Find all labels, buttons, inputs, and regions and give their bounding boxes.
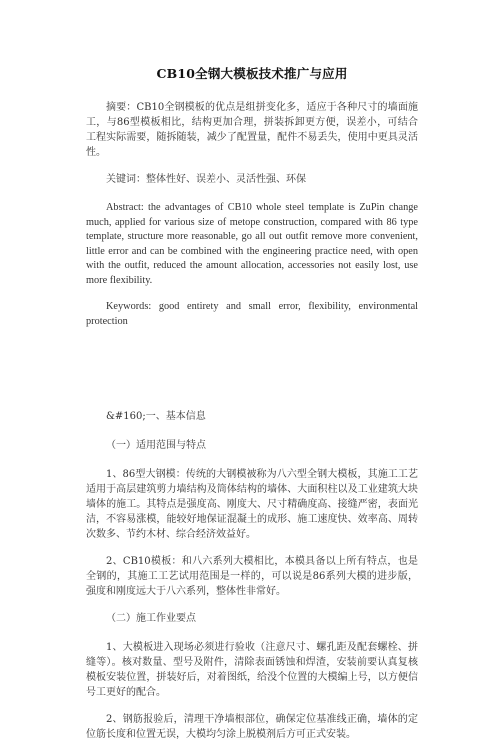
subsection-heading-scope: （一）适用范围与特点 (106, 440, 206, 451)
blank-space (86, 343, 418, 409)
paragraph-item-86-template: 1、86型大钢模：传统的大钢模被称为八六型全钢大模板，其施工工艺适用于高层建筑剪力墙结构及筒体结构的墙体、大面积柱以及工业建筑大块墙体的施工。其特点是强度高、刚度大、尺寸精确度高、接缝严密，表面光洁，不容易涨模，能较好地保证混凝土的成形、施工速度快、效率高、周转次数多、节约木材、综合经济效益好。 (86, 469, 418, 540)
abstract-en: Abstract: the advantages of CB10 whole steel template is ZuPin change much, applied for various size of metope construction, compared with 86 type template, structure more reasonable, go all out outfit remove more convenient, little error and can be combined with the engineering practice need, with open with the outfit, reduced the amount allocation, accessories not easily lost, use more flexibility. (86, 202, 418, 286)
section-heading-basic-info: &#160;一、基本信息 (106, 411, 206, 422)
paragraph-item-cb10-template: 2、CB10模板：和八六系列大模相比，本模具备以上所有特点，也是全钢的，其施工工艺试用范围是一样的，可以说是86系列大模的进步版，强度和刚度远大于八六系列，整体性非常好。 (86, 556, 418, 597)
abstract-cn: 摘要：CB10全钢模板的优点是组拼变化多，适应于各种尺寸的墙面施工，与86型模板相比，结构更加合理，拼装拆卸更方便，误差小，可结合工程实际需要，随拆随装，减少了配置量，配件不易丢失，使用中更具灵活性。 (86, 102, 418, 158)
keywords-en: Keywords: good entirety and small error, flexibility, environmental protection (86, 301, 418, 327)
document-title: CB10全钢大模板技术推广与应用 (156, 66, 348, 81)
subsection-heading-construction: （二）施工作业要点 (106, 613, 196, 624)
paragraph-step-1: 1、大模板进入现场必须进行验收（注意尺寸、螺孔距及配套螺栓、拼缝等）。核对数量、型号及附件，清除表面锈蚀和焊渣，安装前要认真复核模板安装位置，拼装好后，对着图纸，给没个位置的大模编上号，以方便信号工更好的配合。 (86, 642, 418, 698)
keywords-cn: 关键词：整体性好、误差小、灵活性强、环保 (106, 174, 306, 185)
document-body (86, 66, 418, 754)
paragraph-step-2: 2、钢筋报验后，清理干净墙根部位，确保定位基准线正确，墙体的定位筋长度和位置无误，大模均匀涂上脱模剂后方可正式安装。 (86, 714, 418, 740)
